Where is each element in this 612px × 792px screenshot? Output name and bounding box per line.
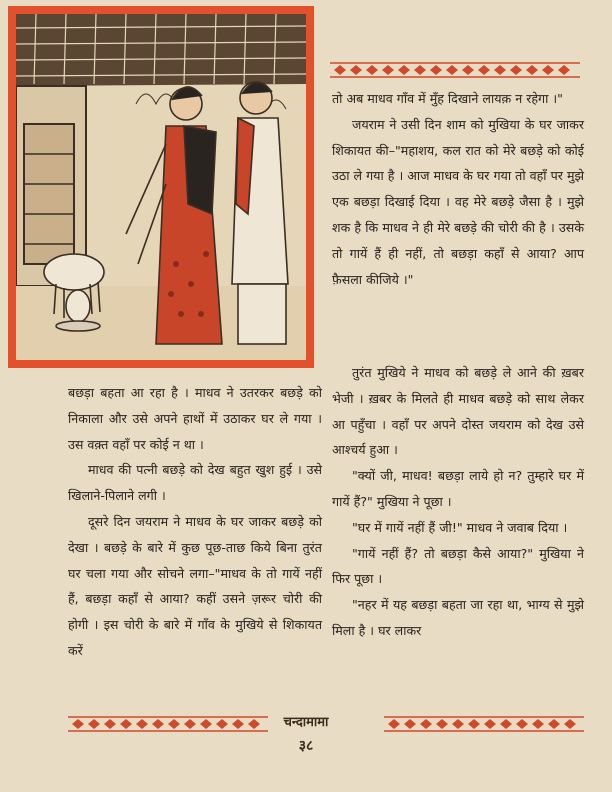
- paragraph: तुरंत मुखिये ने माधव को बछड़े ले आने की ख़बर भेजी । ख़बर के मिलते ही माधव बछड़े को साथ लेकर आ पहुँचा । वहाँ पर अपने दोस्त जयराम को देख उसे आश्चर्य हुआ ।: [332, 365, 584, 458]
- paragraph: "गायें नहीं हैं? तो बछड़ा कैसे आया?" मुखिया ने फिर पूछा ।: [332, 545, 584, 587]
- paragraph: तो अब माधव गाँव में मुँह दिखाने लायक़ न रहेगा ।": [332, 91, 563, 106]
- magazine-title: चन्दामामा: [283, 715, 329, 730]
- text-column-left: [68, 380, 322, 664]
- paragraph: "क्यों जी, माधव! बछड़ा लाये हो न? तुम्हारे घर में गायें हैं?" मुखिया ने पूछा ।: [332, 468, 584, 509]
- paragraph: बछड़ा बहता आ रहा है । माधव ने उतरकर बछड़े को निकाला और उसे अपने हाथों में उठाकर घर ले गया । उस वक़्त वहाँ पर कोई न था ।: [68, 385, 322, 452]
- paragraph: दूसरे दिन जयराम ने माधव के घर जाकर बछड़े को देखा । बछड़े के बारे में कुछ पूछ-ताछ किये बिना तुरंत घर चला गया और सोचने लगा–"माधव के तो गायें नहीं हैं, बछड़ा कहाँ से आया? कहीं उसने ज़रूर चोरी की होगी । इस चोरी के बारे में गाँव के मुखिये से शिकायत करें: [68, 513, 322, 658]
- paragraph: माधव की पत्नी बछड़े को देख बहुत खुश हुई । उसे खिलाने-पिलाने लगी ।: [68, 462, 322, 504]
- illustration-couple-calf-icon: [16, 14, 306, 360]
- page-number: ३८: [298, 738, 314, 754]
- text-column-right-bottom: [332, 360, 584, 644]
- text-column-right-top: [332, 86, 584, 292]
- paragraph: "घर में गायें नहीं हैं जी!" माधव ने जवाब दिया ।: [352, 519, 568, 535]
- story-illustration: [8, 6, 314, 368]
- decorative-border-top: [330, 62, 580, 78]
- paragraph: जयराम ने उसी दिन शाम को मुखिया के घर जाकर शिकायत की–"महाशय, कल रात को मेरे बछड़े को कोई उठा ले गया है । आज माधव के घर गया तो वहाँ पर मुझे एक बछड़ा दिखाई दिया । वह मेरे बछड़े जैसा है । मुझे शक है कि माधव ने ही मेरे बछड़े की चोरी की है । उसके तो गायें हैं ही नहीं, तो बछड़ा कहाँ से आया? आप फ़ैसला कीजिये ।": [332, 116, 584, 287]
- paragraph: "नहर में यह बछड़ा बहता जा रहा था, भाग्य से मुझे मिला है । घर लाकर: [332, 597, 584, 638]
